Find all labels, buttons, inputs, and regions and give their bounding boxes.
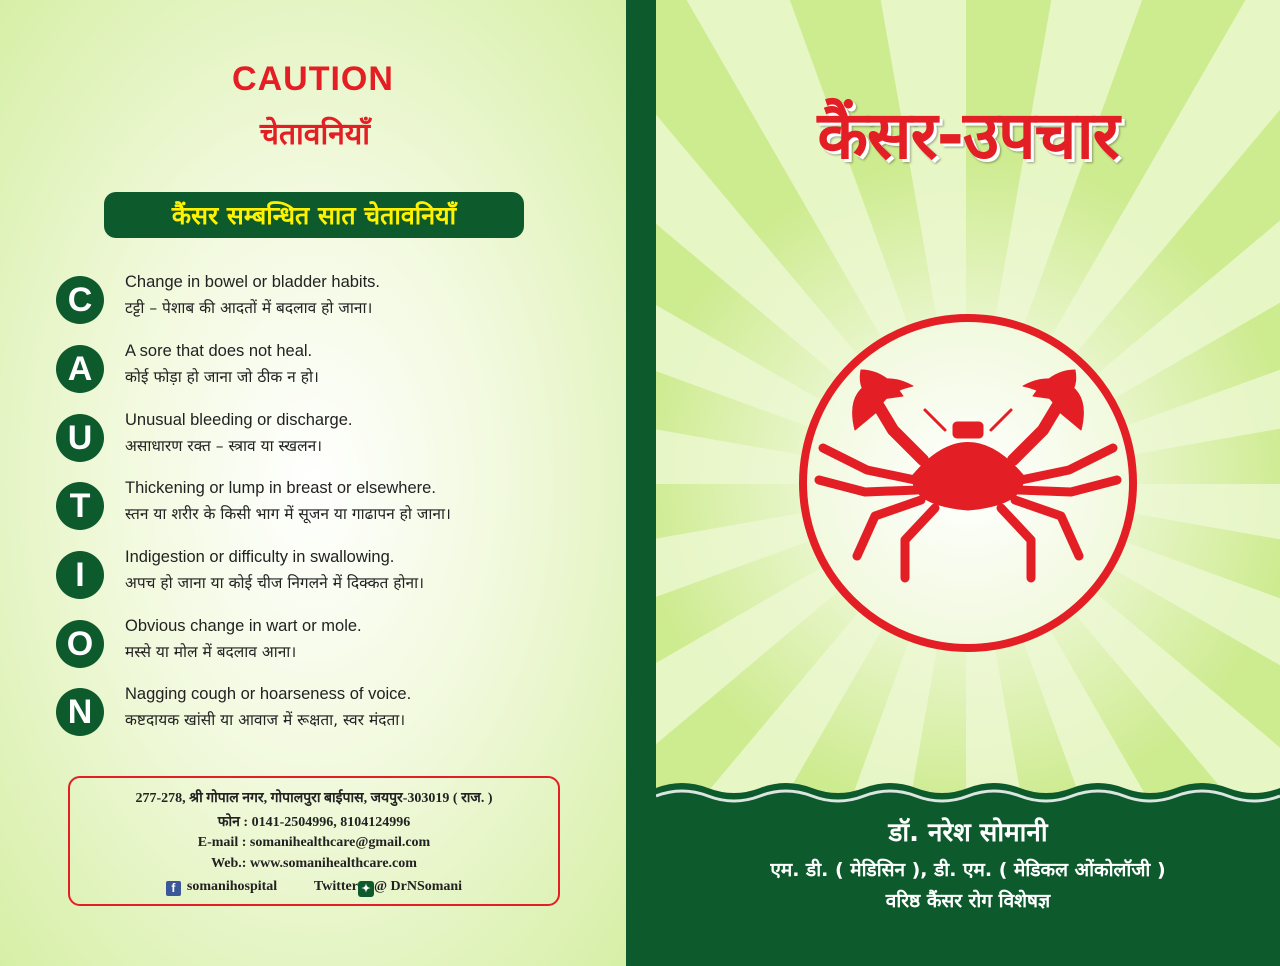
warning-hindi: कष्टदायक खांसी या आवाज में रूक्षता, स्वर मंदता। bbox=[125, 711, 406, 729]
email: E-mail : somanihealthcare@gmail.com bbox=[197, 835, 431, 850]
crab-icon bbox=[795, 310, 1141, 656]
warning-hindi: असाधारण रक्त – स्त्राव या स्खलन। bbox=[125, 437, 323, 455]
letter-circle: N bbox=[56, 688, 104, 736]
book-title: कैंसर-उपचार bbox=[817, 97, 1119, 174]
caution-hindi-title: चेतावनियाँ bbox=[259, 117, 371, 152]
doctor-name: डॉ. नरेश सोमानी bbox=[888, 818, 1048, 848]
warning-english: Nagging cough or hoarseness of voice. bbox=[125, 685, 412, 703]
facebook-icon: f bbox=[166, 881, 181, 896]
warning-english: Change in bowel or bladder habits. bbox=[125, 273, 381, 291]
twitter-label: Twitter bbox=[313, 879, 358, 894]
warning-english: A sore that does not heal. bbox=[125, 342, 313, 360]
warning-english: Thickening or lump in breast or elsewhere. bbox=[125, 479, 436, 497]
warning-english: Unusual bleeding or discharge. bbox=[125, 411, 353, 429]
social-line bbox=[70, 879, 558, 897]
phone: फोन : 0141-2504996, 8104124996 bbox=[217, 815, 411, 830]
letter-circle: O bbox=[56, 620, 104, 668]
letter-circle: I bbox=[56, 551, 104, 599]
warning-hindi: मस्से या मोल में बदलाव आना। bbox=[125, 643, 297, 661]
address: 277-278, श्री गोपाल नगर, गोपालपुरा बाईपास, जयपुर-303019 ( राज. ) bbox=[135, 791, 493, 806]
warning-english: Obvious change in wart or mole. bbox=[125, 617, 362, 635]
warning-hindi: अपच हो जाना या कोई चीज निगलने में दिक्कत होना। bbox=[125, 574, 424, 592]
warning-hindi: स्तन या शरीर के किसी भाग में सूजन या गाढापन हो जाना। bbox=[125, 505, 451, 523]
twitter-handle: @ DrNSomani bbox=[373, 879, 463, 894]
caution-title: CAUTION bbox=[232, 60, 394, 98]
seven-warnings-banner-text: कैंसर सम्बन्धित सात चेतावनियाँ bbox=[171, 201, 457, 230]
doctor-degrees: एम. डी. ( मेडिसिन ), डी. एम. ( मेडिकल ओंकोलॉजी ) bbox=[770, 859, 1166, 881]
facebook-handle: somanihospital bbox=[186, 879, 278, 894]
doctor-role: वरिष्ठ कैंसर रोग विशेषज्ञ bbox=[885, 890, 1051, 912]
back-cover bbox=[0, 0, 626, 966]
warning-hindi: टट्टी – पेशाब की आदतों में बदलाव हो जाना। bbox=[125, 299, 373, 317]
front-cover bbox=[656, 0, 1280, 966]
contact-box bbox=[68, 776, 560, 906]
letter-circle: A bbox=[56, 345, 104, 393]
warning-hindi: कोई फोड़ा हो जाना जो ठीक न हो। bbox=[125, 368, 319, 386]
letter-circle: T bbox=[56, 482, 104, 530]
warning-english: Indigestion or difficulty in swallowing. bbox=[125, 548, 395, 566]
twitter-icon: ✦ bbox=[358, 881, 374, 897]
website: Web.: www.somanihealthcare.com bbox=[211, 856, 417, 871]
letter-circle: C bbox=[56, 276, 104, 324]
seven-warnings-banner bbox=[104, 192, 524, 238]
letter-circle: U bbox=[56, 414, 104, 462]
book-spine bbox=[626, 0, 656, 966]
